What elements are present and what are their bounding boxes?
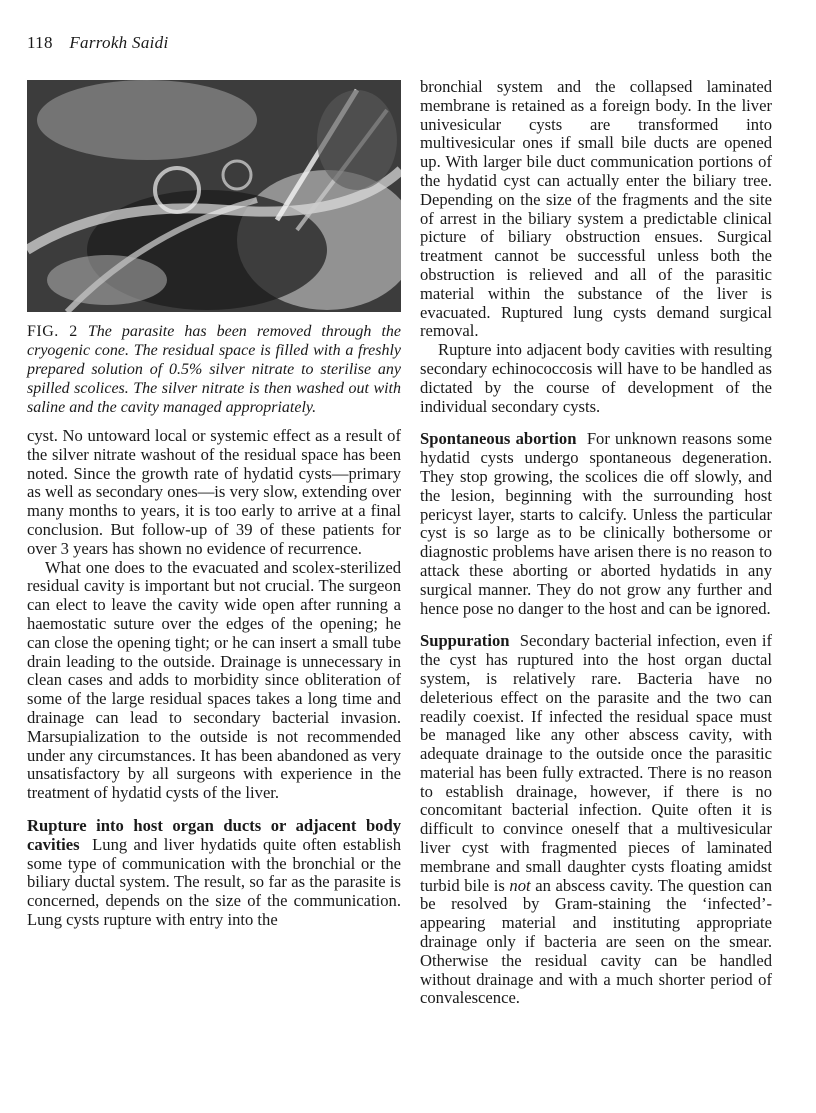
figure-caption: [27, 322, 401, 417]
section-heading: Rupture into host organ ducts or adjacent body cavities: [27, 815, 401, 854]
section-text: Lung and liver hydatids quite often establish some type of communication with the bronchial or the biliary ductal system. The result, so far as the parasite is concerned, depends on the size of the communication. Lung cysts rupture with entry into the: [27, 834, 401, 929]
right-column: [420, 78, 772, 1008]
section-text: Secondary bacterial infection, even if the cyst has ruptured into the host organ ductal system, is relatively rare. Bacteria have no deleterious effect on the parasite and the two can readily coexist. If infected the residual space must be managed like any other abscess cavity, with adequate drainage to the outside once the parasitic material has been fully extracted. There is no reason to establish drainage, however, if there is no concomitant bacterial infection. Quite often it is difficult to convince oneself that a multivesicular liver cyst with fragmented pieces of laminated membrane and small daughter cysts floating amidst turbid bile is: [420, 631, 772, 895]
section-rupture: [27, 817, 401, 930]
paragraph: Rupture into adjacent body cavities with resulting secondary echinococcosis will have to be handled as dictated by the course of development of the individual secondary cysts.: [420, 340, 772, 416]
section-heading: Suppuration: [420, 631, 510, 651]
paragraph: bronchial system and the collapsed laminated membrane is retained as a foreign body. In the liver univesicular cysts are transformed into multivesicular ones if small bile ducts are opened up. With larger bile duct communication portions of the hydatid cyst can actually enter the biliary tree. Depending on the size of the fragments and the site of arrest in the biliary system a predictable clinical picture of biliary obstruction ensues. Surgical treatment cannot be successful unless both the obstruction is relieved and all of the parasitic material within the substance of the liver is evacuated. Ruptured lung cysts demand surgical removal.: [420, 77, 772, 341]
page-number: 118: [27, 33, 53, 52]
paragraph: What one does to the evacuated and scolex-sterilized residual cavity is important but not crucial. The surgeon can elect to leave the cavity wide open after running a haemostatic suture over the edges of the opening; he can close the opening tight; or he can insert a small tube drain leading to the outside. Drainage is unnecessary in clean cases and adds to morbidity since obliteration of some of the large residual spaces takes a long time and drainage can lead to secondary bacterial invasion. Marsupialization to the outside is not recommended under any circumstances. It has been abandoned as very unsatisfactory by all surgeons with experience in the treatment of hydatid cysts of the liver.: [27, 557, 401, 803]
running-author: Farrokh Saidi: [69, 33, 169, 52]
running-header: [27, 33, 168, 53]
left-column: [27, 80, 401, 930]
section-heading: Spontaneous abortion: [420, 429, 577, 449]
section-text-continued: an abscess cavity. The question can be resolved by Gram-staining the ‘infected’-appearing material and instituting appropriate drainage only if bacteria are seen on the smear. Otherwise the residual cavity can be handled without drainage and with a much shorter period of convalescence.: [420, 875, 772, 1008]
paragraph: cyst. No untoward local or systemic effect as a result of the silver nitrate washout of the residual space has been noted. Since the growth rate of hydatid cysts—primary as well as secondary ones—is very slow, extending over many months to years, it is too early to arrive at a final conclusion. But follow-up of 39 of these patients for over 3 years has shown no evidence of recurrence.: [27, 426, 401, 558]
emphasis-text: not: [509, 875, 531, 895]
figure-caption-text: The parasite has been removed through the cryogenic cone. The residual space is filled with a freshly prepared solution of 0.5% silver nitrate to sterilise any spilled scolices. The silver nitrate is then washed out with saline and the cavity managed appropriately.: [27, 323, 401, 416]
surgical-photo-illustration: [27, 80, 401, 312]
section-spontaneous-abortion: [420, 430, 772, 618]
figure-photo: [27, 80, 401, 312]
section-suppuration: [420, 632, 772, 1008]
figure-label: FIG. 2: [27, 323, 78, 340]
section-text: For unknown reasons some hydatid cysts undergo spontaneous degeneration. They stop growing, the scolices die off slowly, and the lesion, beginning with the surrounding host pericyst layer, starts to calcify. Unless the particular cyst is so large as to be clinically bothersome or diagnostic problems have arisen there is no reason to attack these aborting or aborted hydatids in any surgical manner. They do not grow any further and hence pose no danger to the host and can be ignored.: [420, 429, 772, 618]
